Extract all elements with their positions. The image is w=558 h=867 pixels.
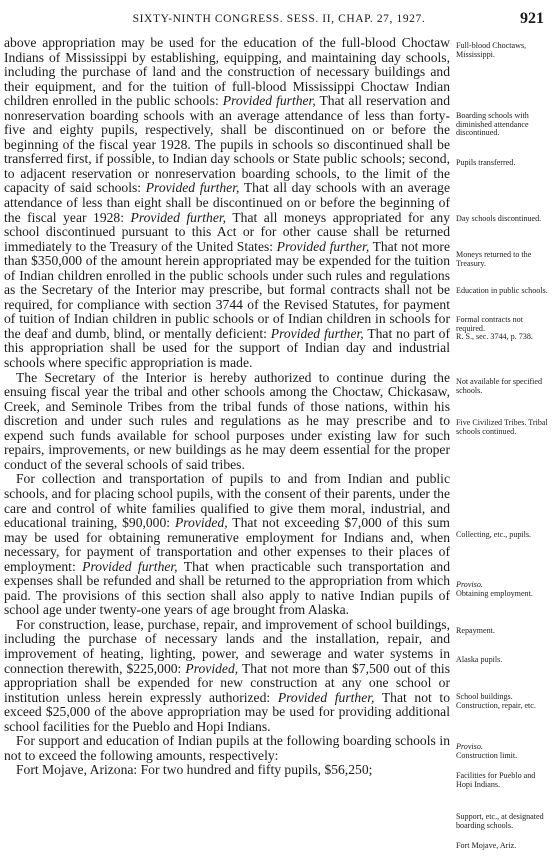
proviso-phrase: Provided further, [270,325,364,341]
body-paragraph [4,36,450,371]
text-run: That all reservation and nonreservation boarding schools with an average attendance of less than forty-five and eighty pupils, respectively, shall be discontinued on or before the beginning of the fiscal year 1928. The pupils in schools so discontinued shall be transferred first, if possible, to Indian day schools or State public schools; second, to adjacent reservation or nonreservation boarding schools, to the limit of the capacity of said schools: [4,93,450,196]
text-run: That not more than $7,500 out of this appropriation shall be expended for new construction at any one school or institution unless herein expressly authorized: [4,660,451,705]
margin-note: Collecting, etc., pupils. [456,530,532,539]
margin-note: School buildings. Construction, repair, etc. [456,692,536,710]
text-run: For support and education of Indian pupils at the following boarding schools in not to exceed the following amounts, respectively: [4,733,450,763]
body-paragraph [4,734,450,763]
text-run: That not more than $350,000 of the amount herein appropriated may be expended for the tuition of Indian children enrolled in the public schools under such rules and regulations as the Secretary of the Interior may prescribe, but formal contracts shall not be required, for compliance with section 3744 of the Revised Statutes, for payment of tuition of Indian children in public schools or of Indian children in schools for the deaf and dumb, blind, or mentally deficient: [4,238,450,341]
margin-note: Proviso. [456,742,483,751]
proviso-phrase: Provided further, [276,238,370,254]
body-paragraph [4,763,450,778]
text-run: Fort Mojave, Arizona: For two hundred and fifty pupils, $56,250; [16,762,373,778]
margin-note: Boarding schools with diminished attendance discontinued. [456,111,529,138]
margin-note: Formal contracts not required. [456,315,523,333]
margin-note: R. S., sec. 3744, p. 738. [456,332,533,341]
margin-note: Support, etc., at designated boarding schools. [456,812,544,830]
text-run: For collection and transportation of pupils to and from Indian and public schools, and for placing school pupils, with the consent of their parents, under the care and control of white families qualified to give them moral, industrial, and educational training, $90,000: [4,471,450,531]
margin-note: Obtaining employment. [456,589,533,598]
margin-note: Five Civilized Tribes. Tribal schools continued. [456,418,548,436]
text-run: That not exceeding $7,000 of this sum may be used for obtaining remunerative employment for Indians and, when necessary, for payment of transportation and other expenses to their places of employment: [4,515,450,574]
proviso-phrase: Provided, [185,660,239,676]
proviso-phrase: Provided further, [145,180,240,196]
body-paragraph [4,371,450,473]
margin-note: Proviso. [456,580,483,589]
statute-text [4,36,450,778]
margin-note: Alaska pupils. [456,655,503,664]
text-run: above appropriation may be used for the education of the full-blood Choctaw Indians of Mississippi by establishing, equipping, and maintaining day schools, including the purchase of land and the construction of necessary buildings and their equipment, and for the tuition of full-blood Mississippi Choctaw Indian children enrolled in the public schools: [4,35,450,109]
body-paragraph [4,618,450,734]
running-head: SIXTY-NINTH CONGRESS. SESS. II, CHAP. 27, 1927. [132,13,426,25]
margin-note: Moneys returned to the Treasury. [456,250,532,268]
margin-note: Fort Mojave, Ariz. [456,841,517,850]
margin-note: Education in public schools. [456,286,548,295]
text-run: That when practicable such transportation and expenses shall be refunded and shall be returned to the appropriation from which paid. The provisions of this section shall also apply to native Indian pupils of school age under twenty-one years of age brought from Alaska. [4,558,450,618]
proviso-phrase: Provided further, [82,558,178,574]
margin-note: Repayment. [456,626,495,635]
proviso-phrase: Provided further, [130,209,227,225]
page-number: 921 [520,10,544,27]
text-run: For construction, lease, purchase, repair, and improvement of school buildings, including the purchase of necessary lands and the installation, repair, and improvement of heating, lighting, power, and sewerage and water systems in connection therewith, $225,000: [4,616,450,676]
margin-note: Construction limit. [456,751,518,760]
text-run: That all moneys appropriated for any school discontinued pursuant to this Act or for other cause shall be returned immediately to the Treasury of the United States: [4,209,450,254]
body-paragraph [4,472,450,617]
text-run: The Secretary of the Interior is hereby authorized to continue during the ensuing fiscal year the tribal and other schools among the Choctaw, Chickasaw, Creek, and Seminole Tribes from the tribal funds of those nations, within his discretion and under such rules and regulations as he may prescribe and to expend such funds available for school purposes under existing law for such repairs, improvements, or new buildings as he may deem essential for the proper conduct of the several schools of said tribes. [4,369,450,472]
proviso-phrase: Provided further, [222,93,316,109]
margin-note: Pupils transferred. [456,158,516,167]
proviso-phrase: Provided further, [277,689,375,705]
margin-note: Day schools discontinued. [456,214,542,223]
proviso-phrase: Provided, [174,515,228,531]
text-run: That no part of this appropriation shall be used for the support of Indian day and industrial schools where specific appropriation is made. [4,325,451,371]
text-run: That all day schools with an average attendance of less than eight shall be discontinued on or before the beginning of the fiscal year 1928: [4,180,451,225]
margin-note: Facilities for Pueblo and Hopi Indians. [456,771,536,789]
page-header [0,10,558,32]
text-run: That not to exceed $25,000 of the above appropriation may be used for providing additional school facilities for the Pueblo and Hopi Indians. [4,689,450,734]
margin-note: Not available for specified schools. [456,377,543,395]
margin-note: Full-blood Choctaws, Mississippi. [456,41,527,59]
